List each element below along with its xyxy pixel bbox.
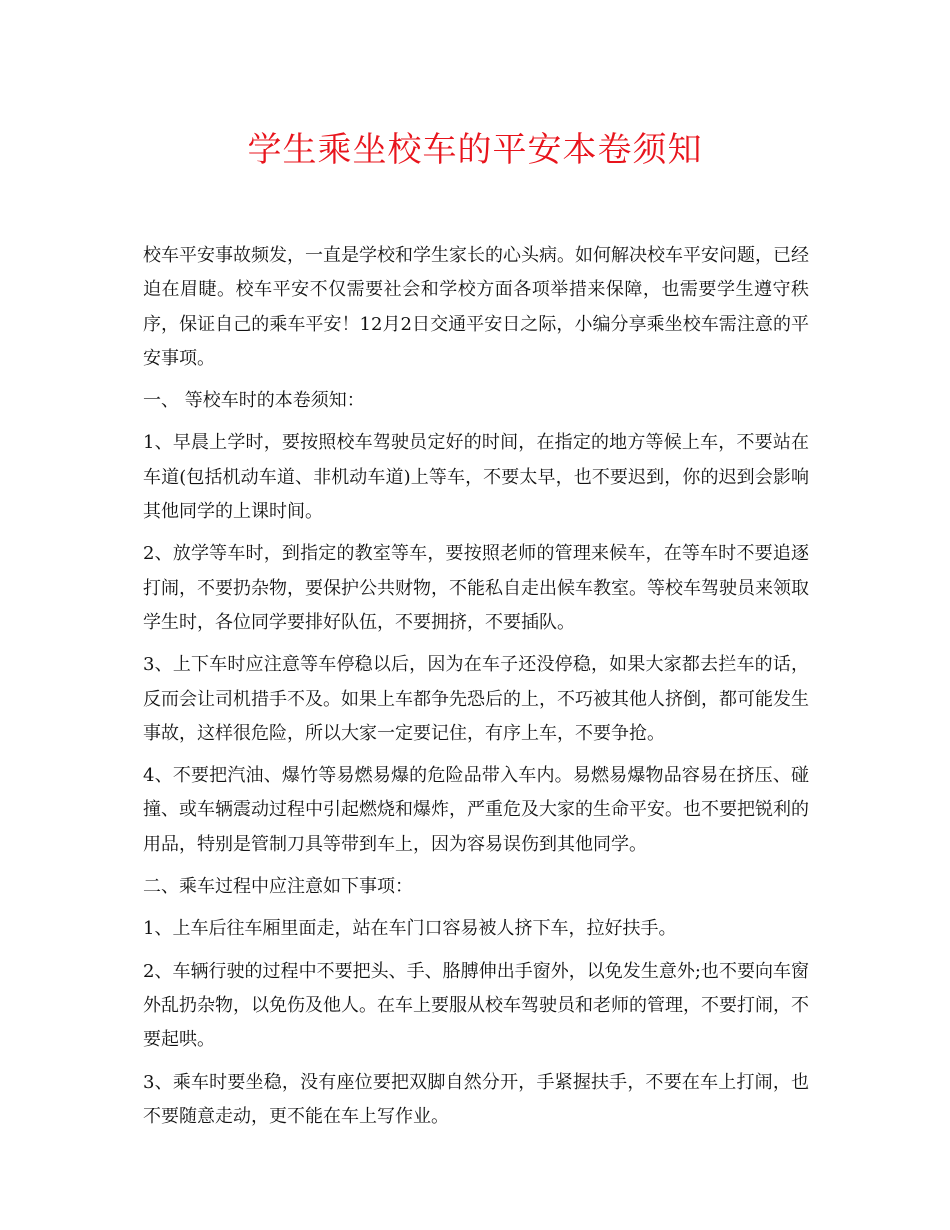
riding-item-1: 1、上车后往车厢里面走，站在车门口容易被人挤下车，拉好扶手。 — [143, 918, 677, 940]
document-title: 学生乘坐校车的平安本卷须知 — [247, 130, 703, 170]
section-heading-riding: 二、乘车过程中应注意如下事项： — [143, 876, 413, 898]
waiting-item-3: 3、上下车时应注意等车停稳以后，因为在车子还没停稳，如果大家都去拦车的话，反而会让司机措手不及。如果上车都争先恐后的上，不巧被其他人挤倒，都可能发生事故，这样很危险，所以大家一定要记住，有序上车，不要争抢。 — [143, 654, 809, 744]
riding-item-2: 2、车辆行驶的过程中不要把头、手、胳膊伸出手窗外，以免发生意外;也不要向车窗外乱扔杂物，以免伤及他人。在车上要服从校车驾驶员和老师的管理，不要打闹，不要起哄。 — [143, 960, 809, 1051]
intro-paragraph: 校车平安事故频发，一直是学校和学生家长的心头病。如何解决校车平安问题，已经迫在眉睫。校车平安不仅需要社会和学校方面各项举措来保障，也需要学生遵守秩序，保证自己的乘车平安！12月2日交通平安日之际，小编分享乘坐校车需注意的平安事项。 — [143, 245, 809, 369]
waiting-item-1: 1、早晨上学时，要按照校车驾驶员定好的时间，在指定的地方等候上车，不要站在车道(包括机动车道、非机动车道)上等车，不要太早，也不要迟到，你的迟到会影响其他同学的上课时间。 — [143, 432, 809, 523]
section-heading-waiting: 一、 等校车时的本卷须知： — [143, 390, 365, 412]
waiting-item-2: 2、放学等车时，到指定的教室等车，要按照老师的管理来候车，在等车时不要追逐打闹，不要扔杂物，要保护公共财物，不能私自走出候车教室。等校车驾驶员来领取学生时，各位同学要排好队伍，不要拥挤，不要插队。 — [143, 543, 809, 633]
document-body — [143, 239, 809, 1142]
waiting-item-4: 4、不要把汽油、爆竹等易燃易爆的危险品带入车内。易燃易爆物品容易在挤压、碰撞、或车辆震动过程中引起燃烧和爆炸，严重危及大家的生命平安。也不要把锐利的用品，特别是管制刀具等带到车上，因为容易误伤到其他同学。 — [143, 765, 809, 855]
riding-item-3: 3、乘车时要坐稳，没有座位要把双脚自然分开，手紧握扶手，不要在车上打闹，也不要随意走动，更不能在车上写作业。 — [143, 1071, 809, 1127]
